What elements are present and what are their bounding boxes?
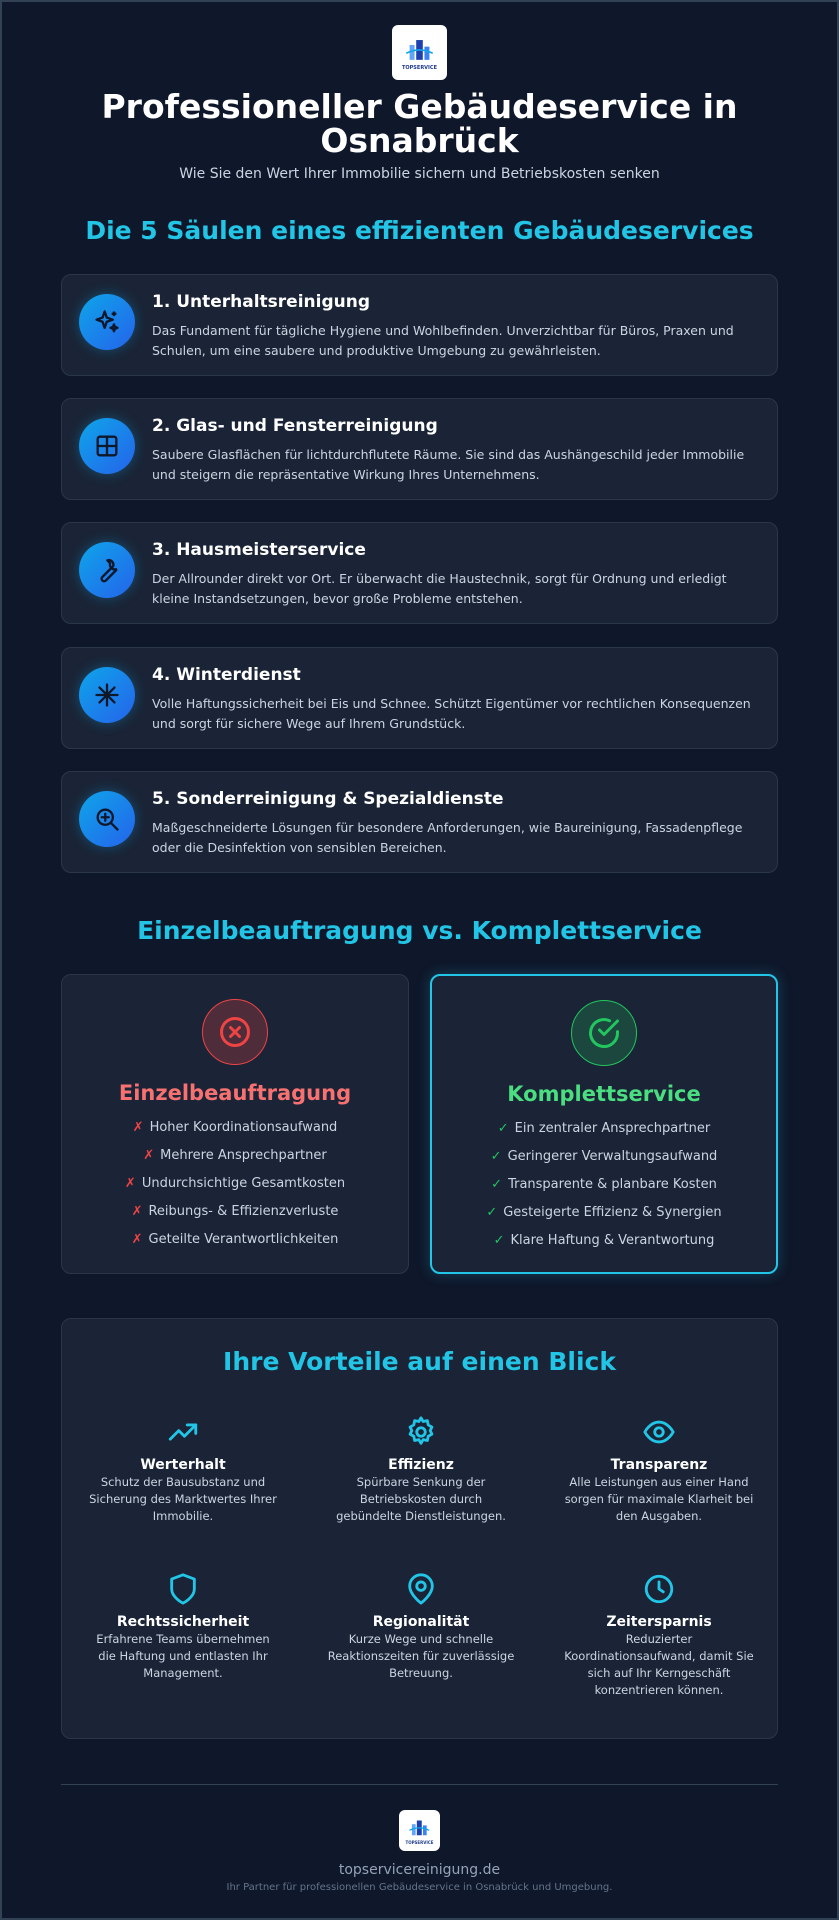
list-item-text: Undurchsichtige Gesamtkosten — [141, 1176, 346, 1191]
pillar-card-3 — [61, 522, 778, 624]
pillar-title: 2. Glas- und Fensterreinigung — [152, 416, 438, 436]
list-item — [62, 1231, 408, 1259]
benefit-name: Rechtssicherheit — [116, 1614, 250, 1630]
comparison-heading: Einzelbeauftragung vs. Komplettservice — [137, 916, 702, 945]
x-mark-icon: ✗ — [131, 1204, 143, 1219]
pillar-description: Volle Haftungssicherheit bei Eis und Schnee. Schützt Eigentümer vor rechtlichen Konsequenzen und sorgt für sichere Wege auf Ihrem Grundstück. — [152, 696, 751, 731]
list-item-text: Reibungs- & Effizienzverluste — [148, 1204, 339, 1219]
comparison-title: Einzelbeauftragung — [118, 1081, 352, 1105]
gear-icon — [404, 1415, 438, 1449]
benefit-regionalitaet — [326, 1572, 516, 1682]
list-item-text: Geringerer Verwaltungsaufwand — [507, 1149, 718, 1164]
benefit-description: Spürbare Senkung der Betriebskosten durch gebündelte Dienstleistungen. — [336, 1475, 506, 1523]
pillar-card-2 — [61, 398, 778, 500]
x-circle-icon — [217, 1014, 253, 1050]
clock-icon — [642, 1572, 676, 1606]
trending-up-icon — [166, 1415, 200, 1449]
comparison-card-komplett — [430, 974, 778, 1274]
window-icon — [93, 432, 121, 460]
footer-logo[interactable] — [399, 1810, 440, 1851]
footer-tagline: Ihr Partner für professionellen Gebäudeservice in Osnabrück und Umgebung. — [226, 1882, 613, 1893]
benefit-name: Werterhalt — [140, 1457, 226, 1473]
footer-divider — [61, 1784, 778, 1785]
benefit-name: Zeitersparnis — [606, 1614, 712, 1630]
pillar-icon-badge — [79, 542, 135, 598]
list-item-text: Hoher Koordinationsaufwand — [149, 1120, 338, 1135]
wrench-icon — [93, 556, 121, 584]
check-circle-icon — [586, 1015, 622, 1051]
comparison-list — [432, 1120, 776, 1260]
comparison-title: Komplettservice — [507, 1082, 701, 1106]
x-mark-icon: ✗ — [131, 1232, 143, 1247]
page-subtitle: Wie Sie den Wert Ihrer Immobilie sichern und Betriebskosten senken — [179, 166, 660, 182]
benefit-description: Erfahrene Teams übernehmen die Haftung und entlasten Ihr Management. — [96, 1632, 270, 1680]
logo-text: TOPSERVICE — [401, 65, 437, 72]
x-mark-icon: ✗ — [132, 1120, 144, 1135]
comparison-icon-badge — [202, 999, 268, 1065]
pillar-description: Der Allrounder direkt vor Ort. Er überwacht die Haustechnik, sorgt für Ordnung und erledigt kleine Instandsetzungen, bevor große Probleme entstehen. — [152, 571, 727, 606]
pillar-icon-badge — [79, 418, 135, 474]
x-mark-icon: ✗ — [124, 1176, 136, 1191]
pillar-card-4 — [61, 647, 778, 749]
sparkles-icon — [93, 308, 121, 336]
pillars-heading: Die 5 Säulen eines effizienten Gebäudeservices — [85, 216, 754, 245]
pillar-description: Maßgeschneiderte Lösungen für besondere Anforderungen, wie Baureinigung, Fassadenpflege oder die Desinfektion von sensiblen Bereichen. — [152, 820, 743, 855]
list-item — [62, 1175, 408, 1203]
list-item — [432, 1176, 776, 1204]
list-item — [62, 1203, 408, 1231]
check-mark-icon: ✓ — [497, 1121, 509, 1136]
benefit-rechtssicherheit — [88, 1572, 278, 1682]
benefit-werterhalt — [88, 1415, 278, 1525]
list-item-text: Transparente & planbare Kosten — [508, 1177, 717, 1192]
benefit-effizienz — [326, 1415, 516, 1525]
map-pin-icon — [404, 1572, 438, 1606]
check-mark-icon: ✓ — [490, 1149, 502, 1164]
page-title: Professioneller Gebäudeservice in Osnabrück — [101, 87, 738, 160]
building-logo-icon — [407, 1816, 432, 1839]
benefit-name: Transparenz — [610, 1457, 708, 1473]
benefit-zeitersparnis — [564, 1572, 754, 1699]
list-item — [432, 1148, 776, 1176]
benefit-description: Kurze Wege und schnelle Reaktionszeiten für zuverlässige Betreuung. — [327, 1632, 515, 1680]
pillar-icon-badge — [79, 294, 135, 350]
benefit-description: Reduzierter Koordinationsaufwand, damit Sie sich auf Ihr Kerngeschäft konzentrieren können. — [564, 1632, 754, 1697]
pillar-card-5 — [61, 771, 778, 873]
snowflake-icon — [93, 681, 121, 709]
comparison-card-einzel — [61, 974, 409, 1274]
benefit-description: Alle Leistungen aus einer Hand sorgen für maximale Klarheit bei den Ausgaben. — [564, 1475, 754, 1523]
pillar-title: 4. Winterdienst — [152, 665, 301, 685]
pillar-description: Saubere Glasflächen für lichtdurchflutete Räume. Sie sind das Aushängeschild jeder Immobilie und steigern die repräsentative Wirkung Ihres Unternehmens. — [152, 447, 745, 482]
pillar-title: 1. Unterhaltsreinigung — [152, 292, 371, 312]
list-item-text: Mehrere Ansprechpartner — [160, 1148, 327, 1163]
shield-icon — [166, 1572, 200, 1606]
building-logo-icon — [403, 34, 436, 64]
pillar-icon-badge — [79, 791, 135, 847]
benefit-name: Effizienz — [388, 1457, 454, 1473]
check-mark-icon: ✓ — [491, 1177, 503, 1192]
eye-icon — [642, 1415, 676, 1449]
zoom-in-icon — [93, 805, 121, 833]
company-logo[interactable] — [392, 25, 447, 80]
benefits-panel — [61, 1318, 778, 1739]
footer-website-link[interactable]: topservicereinigung.de — [338, 1862, 501, 1878]
pillar-description: Das Fundament für tägliche Hygiene und Wohlbefinden. Unverzichtbar für Büros, Praxen und Schulen, um eine saubere und produktive Umgebung zu gewährleisten. — [152, 323, 734, 358]
list-item-text: Klare Haftung & Verantwortung — [510, 1233, 715, 1248]
pillar-card-1 — [61, 274, 778, 376]
benefit-name: Regionalität — [372, 1614, 470, 1630]
list-item-text: Gesteigerte Effizienz & Synergien — [503, 1205, 722, 1220]
list-item-text: Geteilte Verantwortlichkeiten — [148, 1232, 339, 1247]
comparison-icon-badge — [571, 1000, 637, 1066]
list-item — [432, 1120, 776, 1148]
list-item — [432, 1232, 776, 1260]
logo-text: TOPSERVICE — [405, 1839, 434, 1845]
check-mark-icon: ✓ — [493, 1233, 505, 1248]
benefit-transparenz — [564, 1415, 754, 1525]
pillar-title: 5. Sonderreinigung & Spezialdienste — [152, 789, 504, 809]
x-mark-icon: ✗ — [143, 1148, 155, 1163]
list-item — [62, 1119, 408, 1147]
pillar-title: 3. Hausmeisterservice — [152, 540, 366, 560]
list-item — [432, 1204, 776, 1232]
check-mark-icon: ✓ — [486, 1205, 498, 1220]
pillar-icon-badge — [79, 667, 135, 723]
comparison-list — [62, 1119, 408, 1259]
list-item — [62, 1147, 408, 1175]
benefits-heading: Ihre Vorteile auf einen Blick — [223, 1347, 616, 1376]
benefit-description: Schutz der Bausubstanz und Sicherung des Marktwertes Ihrer Immobilie. — [89, 1475, 277, 1523]
list-item-text: Ein zentraler Ansprechpartner — [514, 1121, 711, 1136]
